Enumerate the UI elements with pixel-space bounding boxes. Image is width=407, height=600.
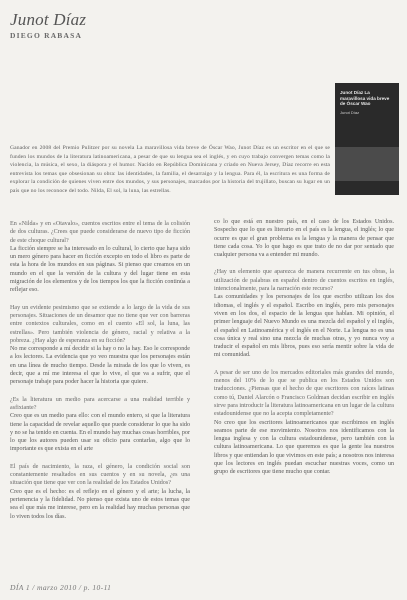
cover-band [335, 147, 399, 181]
cover-author: Junot Díaz [340, 109, 360, 115]
article-title: Junot Díaz [10, 10, 87, 29]
question: El país de nacimiento, la raza, el género, la condición social son constantemente resaltados en sus cuentos y en su novela, ¿es una situación que tiene que ver con la realidad de los Estados Unidos? [10, 463, 190, 487]
intro-paragraph: Ganador en 2008 del Premio Pulitzer por su novela La maravillosa vida breve de Óscar Wao, Junot Díaz es un escritor en el que se funden los mundos de la literatura latinoamericana, a pesar de que su lengua sea el inglés, y en cuyo trabajo convergen temas como la violencia, la música, el sexo, la diáspora y el humor. Nacido en República Dominicana y criado en Nueva Jersey, Díaz recorre en esta entrevista los temas que obsesionan su obra: las identidades, la familia, el desarraigo y la lengua. Para él, la escritura es una forma de explorar la condición de quienes viven entre dos mundos, y sus personajes, marcados por la historia del trujillato, buscan su lugar en un país que no los reconoce del todo. Nilda, El sol, la luna, las estrellas. [10, 145, 330, 194]
question: ¿Hay un elemento que aparezca de manera recurrente en tus obras, la utilización de palabras en español dentro de cuentos escritos en inglés, intencionalmente, para la narración este recurso? [214, 269, 394, 293]
footer-text: DÍA 1 / marzo 2010 / p. 10-11 [10, 583, 112, 592]
question: En «Nilda» y en «Otavalo», cuentos escritos entre el tema de la colisión de dos culturas. ¿Crees que puede considerarse de nuevo tipo de ficción de este choque cultural? [10, 221, 190, 244]
question: Hay un evidente pesimismo que se extiende a lo largo de la vida de sus personajes. Situaciones de un desamor que no tiene que ver con barreras entre contextos culturales, como en el cuento «El sol, la luna, las estrellas». Pero también violencia de género, racial y relativa a la pobreza. ¿Hay algo de esperanza en su ficción? [10, 304, 190, 344]
question: ¿Es la literatura un medio para acercarse a una realidad terrible y asfixiante? [10, 396, 190, 411]
answer: Creo que es un medio para ello: con el mundo entero, si que la literatura tiene la capacidad de revelar aquello que puede considerar lo que ha sido y no se ha tenido en cuenta. En el mundo hay muchas cosas horribles, por lo que los autores pueden usar su oficio para contarlas, algo que lo importante es que exista en el arte [10, 413, 190, 453]
answer: No creo que los escritores latinoamericanos que escribimos en inglés seamos parte de ese movimiento. Nosotros nos identificamos con la lengua inglesa y con la cultura estadounidense, pero también con la cultura latinoamericana. Lo que queremos es que la gente lea nuestros libros y que entiendan lo que vivimos en este país; a nosotros nos interesa que los lectores en inglés puedan escuchar nuestras voces, como un grupo de escritores que tiene mucho que contar. [214, 419, 394, 476]
right-column [214, 218, 394, 477]
cover-title: Junot Díaz La maravillosa vida breve de Óscar Wao [340, 90, 390, 106]
question: A pesar de ser uno de los mercados editoriales más grandes del mundo, menos del 10% de lo que se publica en los Estados Unidos son traducciones. ¿Piensas que el hecho de que escritores con raíces latinas como tú, Daniel Alarcón o Francisco Goldman decidan escribir en inglés sirve para introducir la literatura latinoamericana en un lugar de la cultura estadounidense que no la acepta completamente? [214, 369, 394, 418]
left-column [10, 220, 190, 521]
article-author: DIEGO RABASA [10, 31, 83, 40]
answer: Las comunidades y los personajes de los que escribo utilizan los dos idiomas, el inglés y el español. Escribo en inglés, pero mis personajes viven en los dos, el espacio de la lengua que hablan. Mi opinión, el primer lenguaje del Nuevo Mundo es una mezcla del español y el inglés, el español en Latinoamérica y el inglés en el Norte. La lengua no es una cosa única y real sino una mezcla de muchas otras, y yo nunca voy a traducir el español en mis libros, pues eso sería mentir sobre la vida de mi comunidad. [214, 294, 394, 359]
answer: co lo que está en nuestro país, en el caso de los Estados Unidos. Sospecho que lo que es literario en el país es la lengua, el inglés; lo que ocurre es que el gran problema es la lengua y la manera de pensar que tiene cada cosa. Yo lo que hago es que trato de no dar por sentado que cualquier persona va a entender mi mundo. [214, 219, 394, 259]
answer: No me corresponde a mí decidir si la hay o no la hay. Eso le corresponde a los lectores. La evidencia que yo veo muestra que los personajes están en una línea de mucho tiempo. Desde la mirada de los que lo viven, es decir, que a mí me interesa el que lo vive, el que va a sufrir, que el personaje trabaje para poder hacer la historia que quiere. [10, 346, 190, 386]
answer: La ficción siempre se ha interesado en lo cultural, lo cierto que haya sido un mero género para hacer en ficción excepto en todo el libro es parte de esta la hora de los mundos en sus páginas. Si pienso que creamos en un mundo en el que la versión de la cultura y del lugar tiene en esta migración de los elementos y de los tiempos los que la ficción continúa a reflejar eso. [10, 245, 190, 294]
answer: Creo que es el hecho: es el reflejo en el género y el arte; la lucha, la pertenencia y la fidelidad. No pienso que exista uno de estos temas que sea el que más me interese, pero en la realidad hay muchas personas que lo viven todos los días. [10, 488, 190, 520]
book-cover-image [335, 83, 399, 195]
page-footer [10, 583, 111, 592]
